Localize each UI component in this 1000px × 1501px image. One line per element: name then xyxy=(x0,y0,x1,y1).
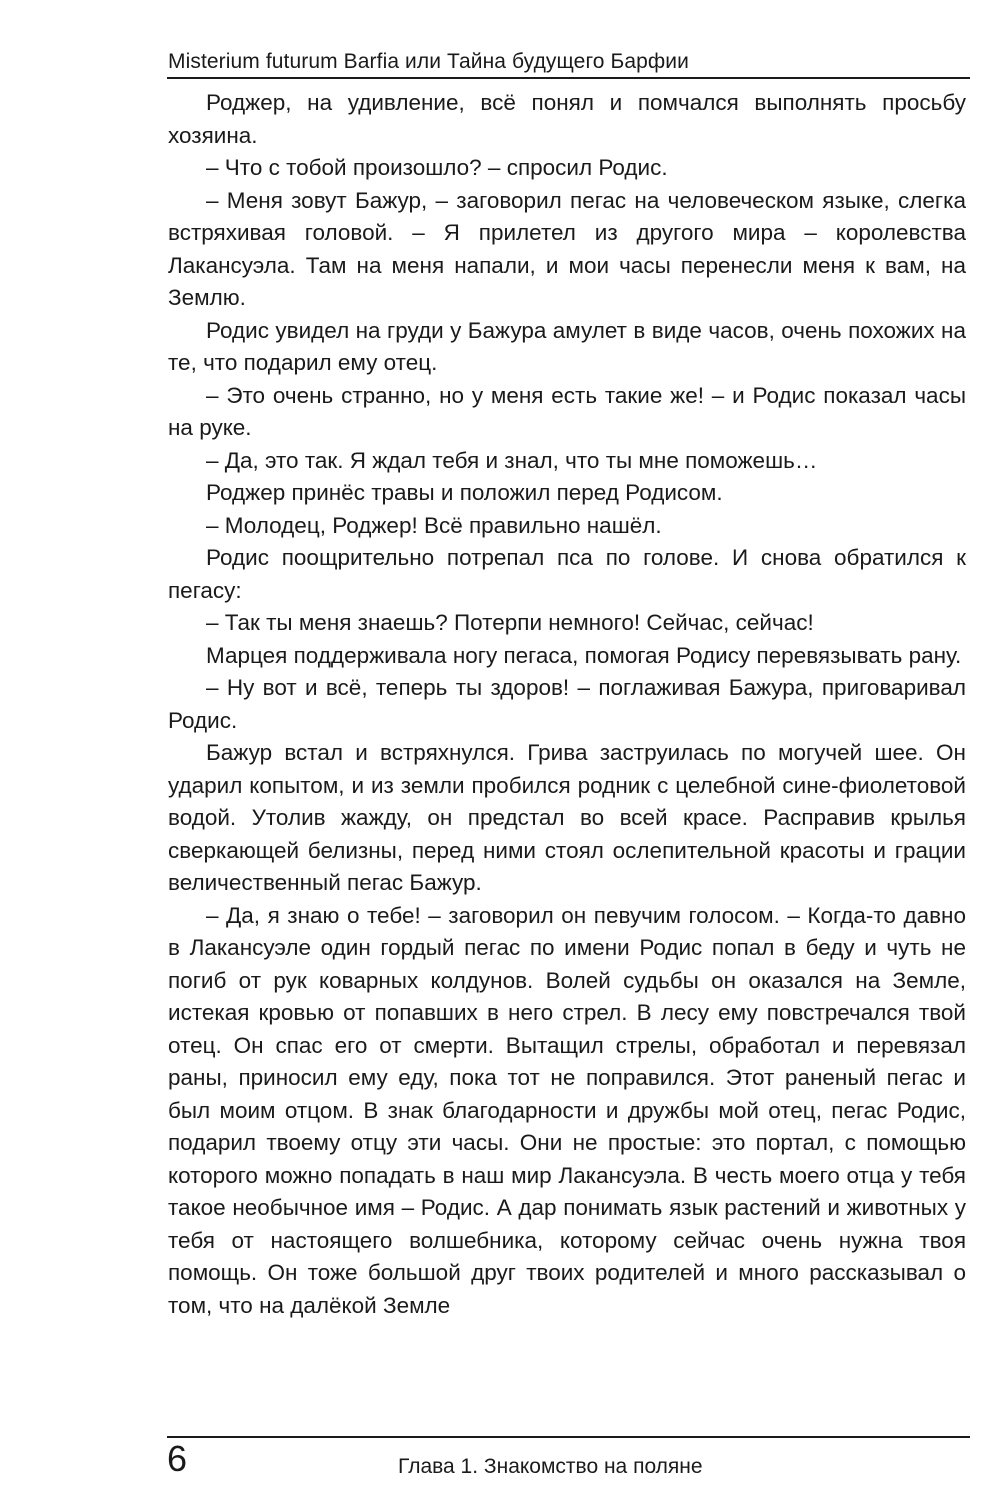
paragraph: Родис поощрительно потрепал пса по голове. И снова обратился к пегасу: xyxy=(168,545,966,603)
paragraph: Роджер, на удивление, всё понял и помчался выполнять просьбу хозяина. xyxy=(168,90,966,148)
paragraph: Бажур встал и встряхнулся. Грива заструилась по могучей шее. Он ударил копытом, и из земли пробился родник с целебной сине-фиолетовой водой. Утолив жажду, он предстал во всей красе. Расправив крылья сверкающей белизны, перед ними стоял ослепительной красоты и грации величественный пегас Бажур. xyxy=(168,740,966,895)
paragraph: – Да, я знаю о тебе! – заговорил он певучим голосом. – Когда-то давно в Лакансуэле один гордый пегас по имени Родис попал в беду и чуть не погиб от рук коварных колдунов. Волей судьбы он оказался на Земле, истекая кровью от попавших в него стрел. В лесу ему повстречался твой отец. Он спас его от смерти. Вытащил стрелы, обработал и перевязал раны, приносил ему еду, пока тот не поправился. Этот раненый пегас и был моим отцом. В знак благодарности и дружбы мой отец, пегас Родис, подарил твоему отцу эти часы. Они не простые: это портал, с помощью которого можно попадать в наш мир Лакансуэла. В честь моего отца у тебя такое необычное имя – Родис. А дар понимать язык растений и животных у тебя от настоящего волшебника, которому сейчас очень нужна твоя помощь. Он тоже большой друг твоих родителей и много рассказывал о том, что на далёкой Земле xyxy=(168,902,966,1318)
paragraph: – Так ты меня знаешь? Потерпи немного! Сейчас, сейчас! xyxy=(206,610,814,635)
footer-rule xyxy=(167,1436,970,1438)
paragraph: – Да, это так. Я ждал тебя и знал, что ты мне поможешь… xyxy=(206,447,818,473)
paragraph: – Молодец, Роджер! Всё правильно нашёл. xyxy=(206,512,662,538)
paragraph: – Это очень странно, но у меня есть такие же! – и Родис показал часы на руке. xyxy=(168,382,966,440)
text-body xyxy=(168,87,966,1322)
paragraph: – Меня зовут Бажур, – заговорил пегас на человеческом языке, слегка встряхивая головой. – Я прилетел из другого мира – королевства Лакансуэла. Там на меня напали, и мои часы перенесли меня к вам, на Землю. xyxy=(168,187,966,310)
paragraph: – Что с тобой произошло? – спросил Родис. xyxy=(206,155,668,180)
running-header: Misterium futurum Barfia или Тайна будущего Барфии xyxy=(168,50,689,73)
paragraph: Роджер принёс травы и положил перед Родисом. xyxy=(206,480,723,505)
page-number: 6 xyxy=(167,1438,188,1479)
header-rule xyxy=(167,77,970,79)
paragraph: Марцея поддерживала ногу пегаса, помогая Родису перевязывать рану. xyxy=(206,642,962,668)
paragraph: – Ну вот и всё, теперь ты здоров! – поглаживая Бажура, приговаривал Родис. xyxy=(168,675,966,733)
chapter-footer: Глава 1. Знакомство на поляне xyxy=(398,1455,703,1478)
paragraph: Родис увидел на груди у Бажура амулет в виде часов, очень похожих на те, что подарил ему отец. xyxy=(168,317,966,375)
